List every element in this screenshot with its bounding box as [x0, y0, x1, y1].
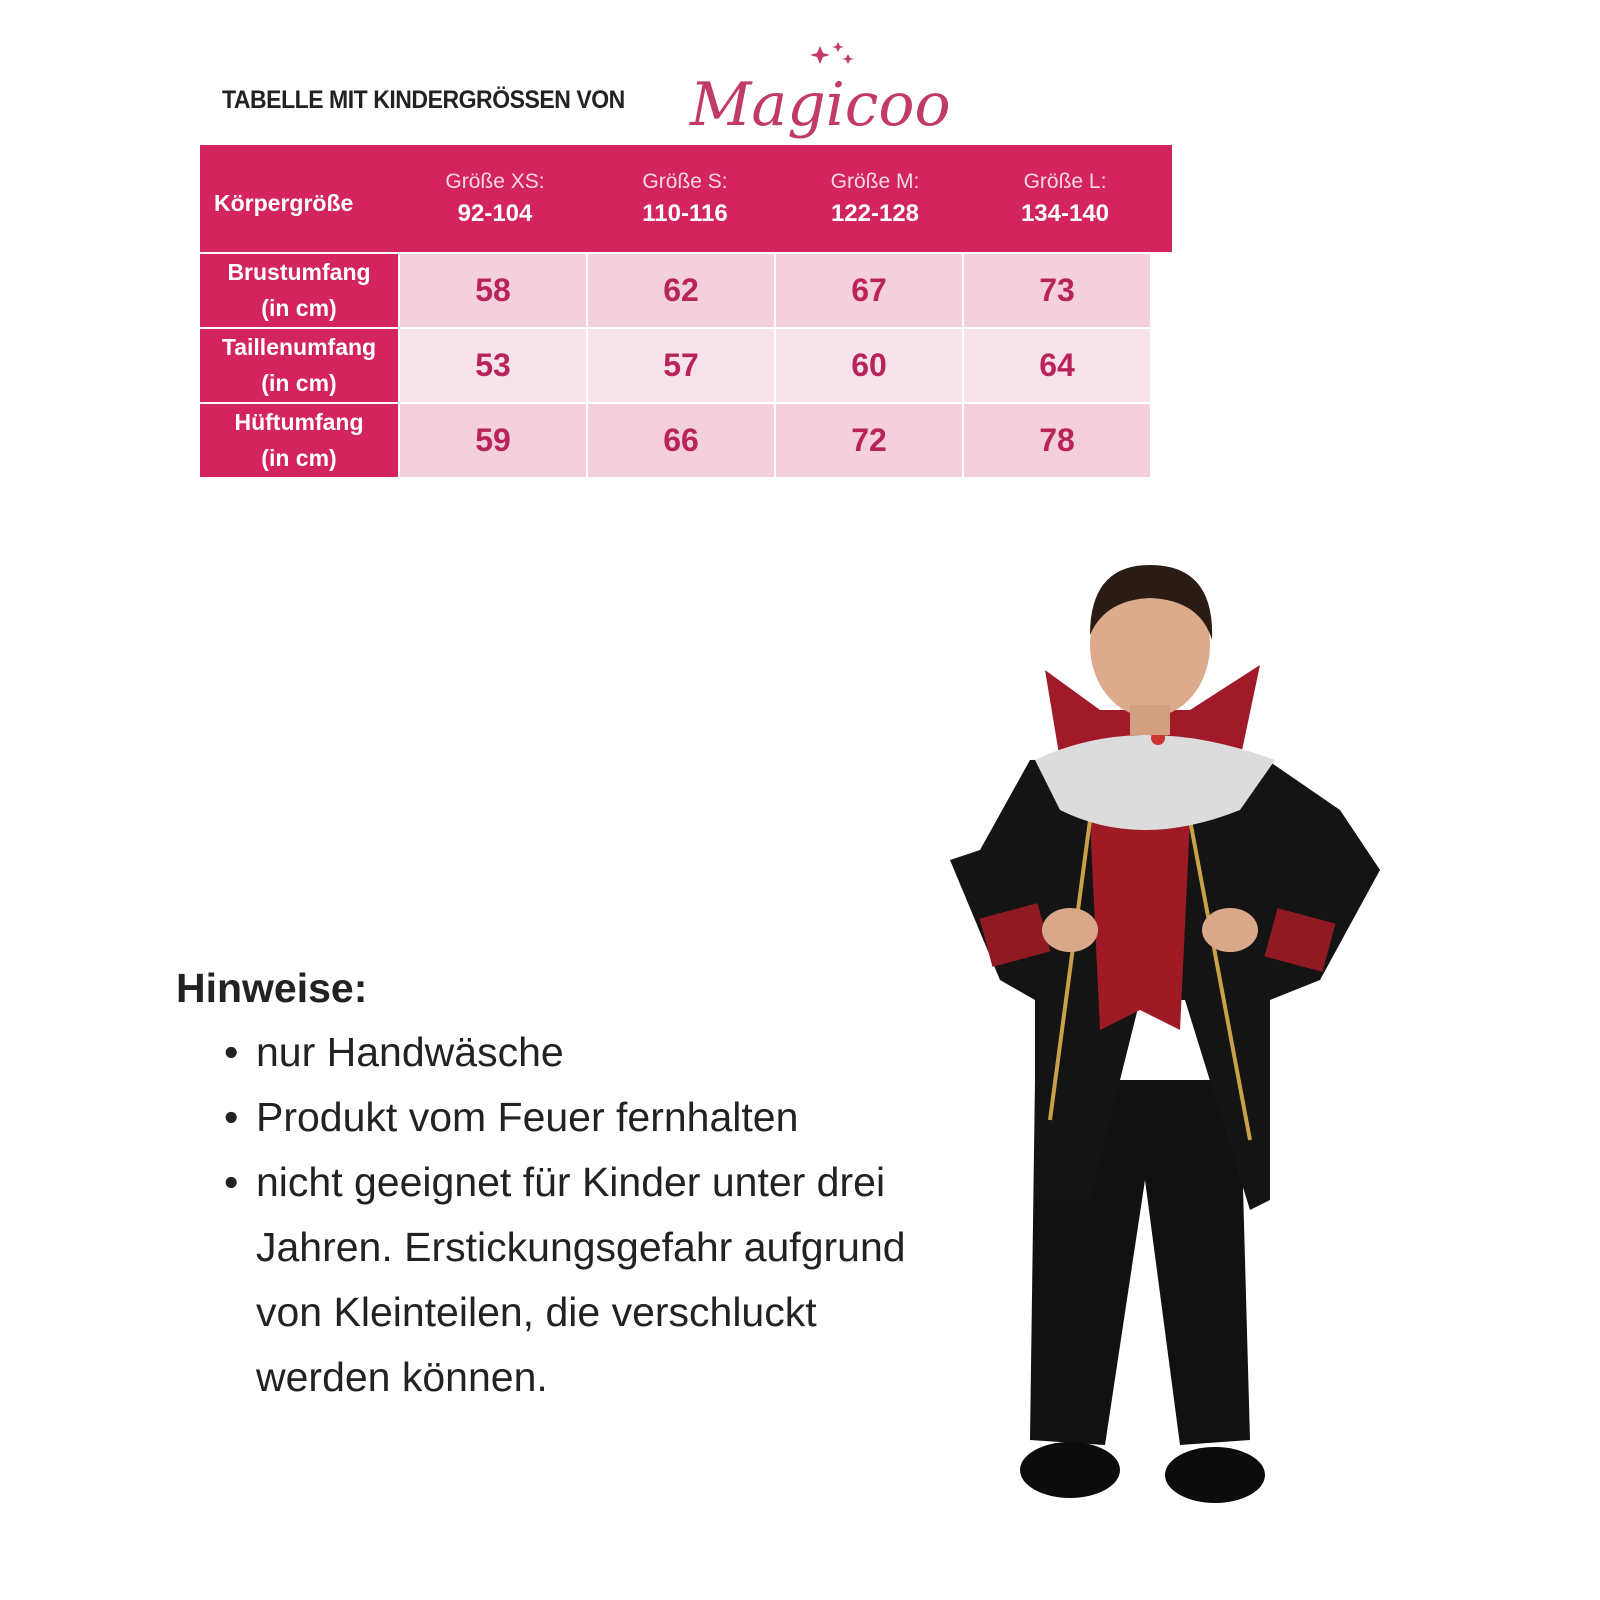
table-cell: 78 — [964, 404, 1150, 477]
bullet-icon: • — [224, 1029, 239, 1075]
bullet-icon: • — [224, 1159, 239, 1205]
product-photo-vampire-costume — [940, 560, 1390, 1520]
size-label: Größe M: — [830, 169, 920, 193]
row-unit: (in cm) — [261, 370, 337, 396]
table-cell: 59 — [400, 404, 586, 477]
notes-heading: Hinweise: — [176, 965, 368, 1011]
row-name: Brustumfang — [227, 259, 371, 285]
brand-logo — [690, 40, 950, 150]
row-name: Taillenumfang — [221, 334, 377, 360]
bullet-icon: • — [224, 1094, 239, 1140]
table-cell: 66 — [588, 404, 774, 477]
column-header — [590, 170, 780, 228]
row-label — [200, 254, 398, 327]
table-cell: 67 — [776, 254, 962, 327]
table-header — [200, 145, 1172, 252]
notes-list — [176, 1020, 916, 1410]
column-header — [970, 170, 1160, 228]
size-range: 134-140 — [1020, 199, 1110, 227]
size-table — [200, 145, 1172, 477]
note-text: nur Handwäsche — [256, 1029, 564, 1075]
table-cell: 72 — [776, 404, 962, 477]
care-notes — [176, 965, 916, 1410]
page-title: TABELLE MIT KINDERGRÖSSEN VON — [222, 86, 625, 114]
row-unit: (in cm) — [261, 295, 337, 321]
list-item — [224, 1150, 916, 1410]
corner-label: Körpergröße — [214, 190, 354, 216]
table-cell: 60 — [776, 329, 962, 402]
list-item — [224, 1085, 916, 1150]
size-label: Größe L: — [1023, 169, 1107, 193]
list-item — [224, 1020, 916, 1085]
row-name: Hüftumfang — [234, 409, 364, 435]
table-cell: 53 — [400, 329, 586, 402]
size-label: Größe S: — [642, 169, 728, 193]
brand-name: Magicoo — [690, 70, 951, 140]
size-range: 92-104 — [457, 199, 533, 227]
size-range: 122-128 — [830, 199, 920, 227]
table-cell: 57 — [588, 329, 774, 402]
column-header — [780, 170, 970, 228]
table-cell: 64 — [964, 329, 1150, 402]
size-range: 110-116 — [642, 199, 728, 227]
table-row — [200, 252, 1172, 327]
row-label — [200, 329, 398, 402]
size-label: Größe XS: — [445, 169, 545, 193]
table-row — [200, 402, 1172, 477]
table-cell: 62 — [588, 254, 774, 327]
row-label — [200, 404, 398, 477]
table-row — [200, 327, 1172, 402]
sparkle-icon — [690, 40, 950, 70]
row-unit: (in cm) — [261, 445, 337, 471]
note-text: Produkt vom Feuer fernhalten — [256, 1094, 799, 1140]
table-cell: 73 — [964, 254, 1150, 327]
note-text: nicht geeignet für Kinder unter drei Jahren. Erstickungsgefahr aufgrund von Kleinteilen, die verschluckt werden können. — [256, 1159, 906, 1400]
column-header — [400, 170, 590, 228]
table-cell: 58 — [400, 254, 586, 327]
